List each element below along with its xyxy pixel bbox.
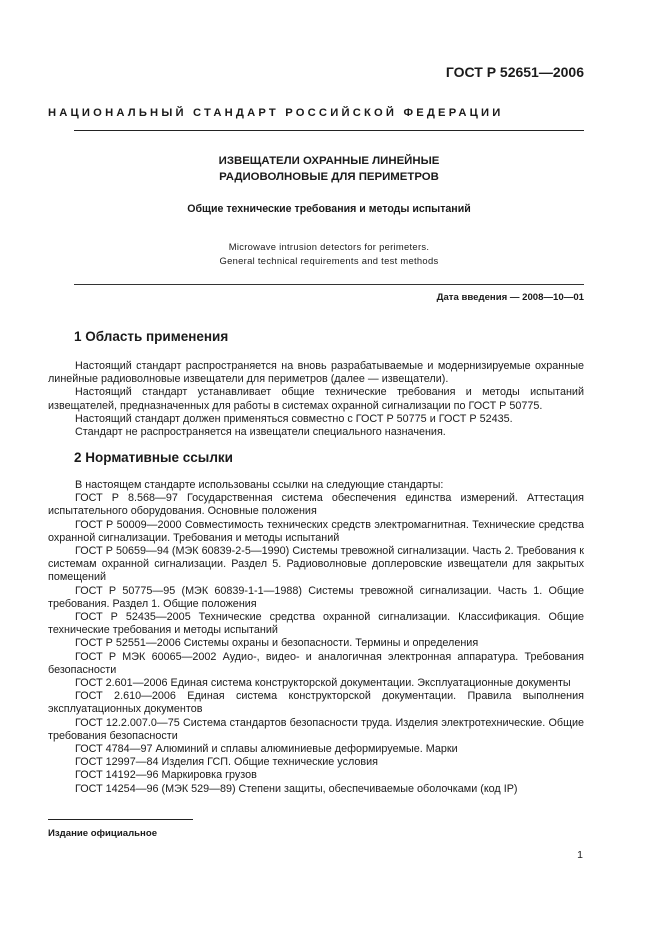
paragraph: Настоящий стандарт распространяется на вновь разрабатываемые и модернизируемые охранные линейные радиоволновые извещатели для периметров (далее — извещатели). [48,360,584,386]
edition-note: Издание официальное [48,828,158,839]
english-title [74,240,584,268]
title-line-2: РАДИОВОЛНОВЫЕ ДЛЯ ПЕРИМЕТРОВ [219,171,439,183]
page-number: 1 [577,849,583,861]
document-number: ГОСТ Р 52651—2006 [445,64,584,80]
paragraph: В настоящем стандарте использованы ссылки на следующие стандарты: [75,479,444,491]
reference-item: ГОСТ Р 8.568—97 Государственная система обеспечения единства измерений. Аттестация испытательного оборудования. Основные положения [48,492,584,518]
top-divider [74,130,584,131]
section-2-heading: 2 Нормативные ссылки [74,450,233,465]
reference-item: ГОСТ 14192—96 Маркировка грузов [75,769,257,782]
section-1-heading: 1 Область применения [74,329,229,344]
section-1-body [48,360,584,439]
reference-item: ГОСТ Р 50775—95 (МЭК 60839-1-1—1988) Системы тревожной сигнализации. Часть 1. Общие требования. Раздел 1. Общие положения [48,584,584,610]
section-2-body [48,479,584,796]
footer-divider [48,819,193,820]
title-line-1: ИЗВЕЩАТЕЛИ ОХРАННЫЕ ЛИНЕЙНЫЕ [218,155,440,167]
reference-item: ГОСТ 14254—96 (МЭК 529—89) Степени защиты, обеспечиваемые оболочками (код IP) [75,782,518,795]
reference-item: ГОСТ 2.610—2006 Единая система конструкторской документации. Правила выполнения эксплуатационных документов [48,690,584,716]
reference-item: ГОСТ Р 50659—94 (МЭК 60839-2-5—1990) Системы тревожной сигнализации. Часть 2. Требования к системам охранной сигнализации. Раздел 5. Радиоволновые доплеровские извещатели для закрытых помещений [48,545,584,584]
english-title-line-1: Microwave intrusion detectors for perimeters. [228,241,430,252]
paragraph: Настоящий стандарт должен применяться совместно с ГОСТ Р 50775 и ГОСТ Р 52435. [75,412,513,425]
reference-item: ГОСТ 2.601—2006 Единая система конструкторской документации. Эксплуатационные документы [75,677,571,690]
title-divider [74,284,584,285]
paragraph: Настоящий стандарт устанавливает общие технические требования и методы испытаний извещателей, предназначенных для работы в системах охранной сигнализации по ГОСТ Р 50775. [48,386,584,412]
introduction-date: Дата введения — 2008—10—01 [436,292,584,303]
document-title [74,153,584,185]
reference-item: ГОСТ 12997—84 Изделия ГСП. Общие технические условия [75,756,379,769]
reference-item: ГОСТ Р 52435—2005 Технические средства охранной сигнализации. Классификация. Общие технические требования и методы испытаний [48,611,584,637]
reference-item: ГОСТ Р 52551—2006 Системы охраны и безопасности. Термины и определения [75,637,479,650]
reference-item: ГОСТ Р МЭК 60065—2002 Аудио-, видео- и аналогичная электронная аппаратура. Требования безопасности [48,650,584,676]
document-subtitle: Общие технические требования и методы испытаний [187,203,471,215]
reference-item: ГОСТ 4784—97 Алюминий и сплавы алюминиевые деформируемые. Марки [75,743,458,756]
english-title-line-2: General technical requirements and test methods [219,255,439,266]
reference-item: ГОСТ 12.2.007.0—75 Система стандартов безопасности труда. Изделия электротехнические. Общие требования безопасности [48,716,584,742]
standard-banner: НАЦИОНАЛЬНЫЙ СТАНДАРТ РОССИЙСКОЙ ФЕДЕРАЦИИ [48,107,504,119]
paragraph: Стандарт не распространяется на извещатели специального назначения. [75,426,446,439]
reference-item: ГОСТ Р 50009—2000 Совместимость технических средств электромагнитная. Технические средства охранной сигнализации. Требования и методы испытаний [48,518,584,544]
